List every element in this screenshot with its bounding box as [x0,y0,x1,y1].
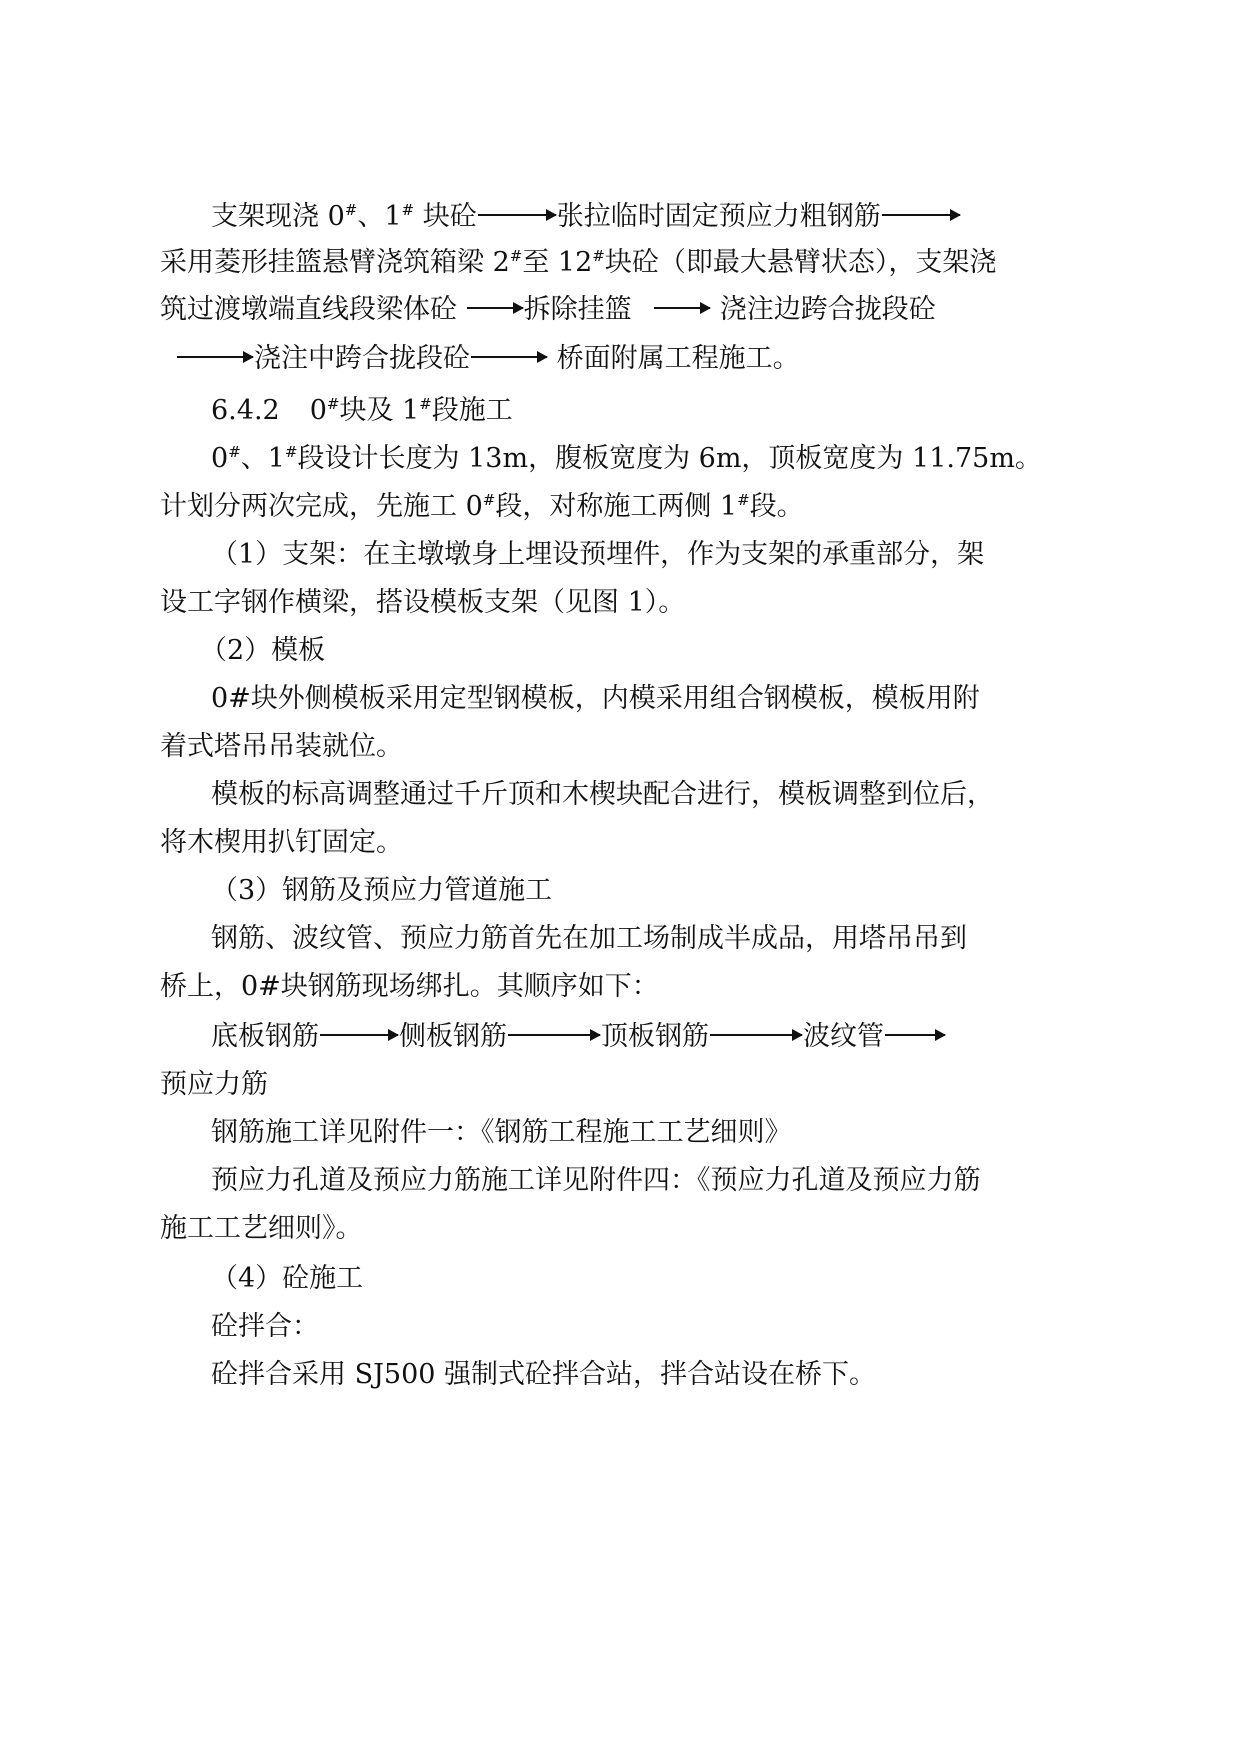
superscript: # [284,443,298,461]
arrow-icon [710,1034,802,1036]
paragraph-line: 钢筋、波纹管、预应力筋首先在加工场制成半成品，用塔吊吊到 [211,923,967,954]
para-text: 计划分两次完成，先施工 0 [160,491,483,522]
paragraph-line: 将木楔用扒钉固定。 [160,827,403,858]
flow-step-text: 筑过渡墩端直线段梁体砼 [160,294,457,325]
flow-step-text: 块砼（即最大悬臂状态），支架浇 [604,247,997,278]
flow-step-text: 侧板钢筋 [399,1021,507,1052]
section-heading [211,394,513,428]
paragraph-line: 设工字钢作横梁，搭设模板支架（见图 1）。 [160,587,686,618]
flow-step-text: 拆除挂篮 [523,294,632,325]
superscript: # [509,247,523,265]
paragraph-line: 预应力孔道及预应力筋施工详见附件四：《预应力孔道及预应力筋 [211,1165,981,1196]
paragraph-line: 0#块外侧模板采用定型钢模板，内模采用组合钢模板，模板用附 [211,683,980,714]
flow1-line2 [160,246,996,280]
arrow-icon [882,214,960,216]
superscript: # [401,201,415,219]
flow-step-text: 块砼 [414,201,477,232]
flow-step-text: 顶板钢筋 [601,1021,709,1052]
paragraph-line: （1）支架：在主墩墩身上埋设预埋件，作为支架的承重部分，架 [211,539,985,570]
superscript: # [419,395,432,413]
paragraph-line: 施工工艺细则》。 [160,1213,363,1244]
superscript: # [228,443,241,461]
superscript: # [326,395,340,413]
arrow-icon [885,1034,945,1036]
paragraph-line: 着式塔吊吊装就位。 [160,731,403,762]
arrow-icon [471,356,547,358]
flow-step-text: 、1 [357,201,402,232]
subsection-heading: （3）钢筋及预应力管道施工 [211,875,553,906]
heading-text: 块及 1 [339,395,420,426]
para-text: 0 [211,443,229,474]
flow-step-text: 采用菱形挂篮悬臂浇筑箱梁 2 [160,247,510,278]
subsection-heading: （2）模板 [200,635,326,666]
paragraph-line: 砼拌合采用 SJ500 强制式砼拌合站，拌合站设在桥下。 [211,1359,877,1390]
flow-step-text: 浇注边跨合拢段砼 [719,294,936,325]
flow-step-text: 浇注中跨合拢段砼 [254,343,470,374]
flow1-line3 [160,293,936,327]
paragraph-line: 砼拌合： [211,1311,319,1342]
flow1-line4 [176,342,800,376]
flow2-line1 [211,1020,946,1054]
subsection-heading: （4）砼施工 [211,1263,364,1294]
flow-step-text: 桥面附属工程施工。 [556,343,800,374]
flow2-line2: 预应力筋 [160,1069,268,1100]
arrow-icon [177,356,253,358]
paragraph-line: 钢筋施工详见附件一：《钢筋工程施工工艺细则》 [211,1117,792,1148]
superscript: # [737,491,750,509]
superscript: # [344,201,358,219]
superscript: # [592,247,605,265]
flow-step-text: 波纹管 [803,1021,884,1052]
flow-step-text: 底板钢筋 [211,1021,319,1052]
para-text: 段。 [749,491,804,522]
flow-step-text: 张拉临时固定预应力粗钢筋 [556,201,881,232]
paragraph-line: 桥上，0#块钢筋现场绑扎。其顺序如下： [160,971,659,1002]
arrow-icon [320,1034,398,1036]
para-text: 段设计长度为 13m，腹板宽度为 6m，顶板宽度为 11.75m。 [297,443,1042,474]
arrow-icon [467,307,523,309]
flow-step-text: 至 12 [522,247,593,278]
arrow-icon [478,214,556,216]
arrow-icon [508,1034,600,1036]
paragraph-line: 模板的标高调整通过千斤顶和木楔块配合进行，模板调整到位后， [211,779,994,810]
superscript: # [482,491,496,509]
arrow-icon [654,307,710,309]
paragraph-line [160,490,804,524]
section-number: 6.4.2 [211,395,280,426]
para-text: 、1 [240,443,285,474]
heading-text: 0 [309,395,327,426]
flow1-line1 [211,200,961,234]
flow-step-text: 支架现浇 0 [211,201,345,232]
paragraph-line [211,442,1042,476]
heading-text: 段施工 [431,395,513,426]
para-text: 段，对称施工两侧 1 [495,491,738,522]
